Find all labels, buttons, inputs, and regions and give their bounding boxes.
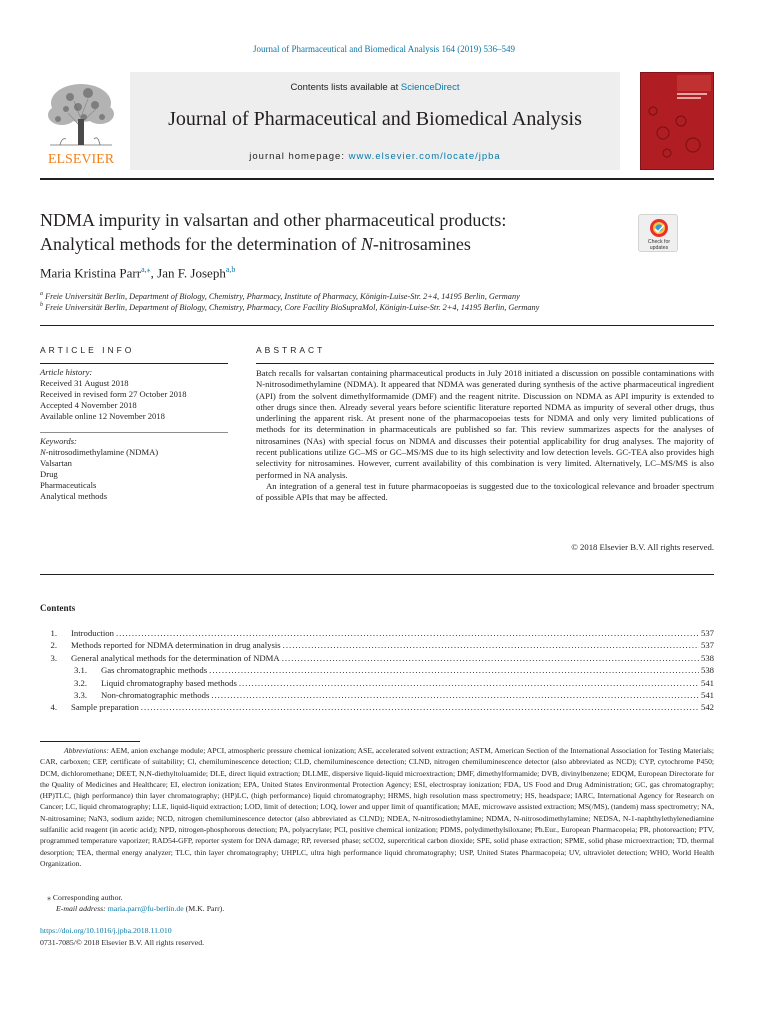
affiliation-text: Freie Universität Berlin, Department of Biology, Chemistry, Pharmacy, Core Facility BioSupraMol, Königin-Luise-Str. 2+4, 14195 Berlin, Germany <box>45 302 540 312</box>
toc-title[interactable]: Gas chromatographic methods <box>101 665 208 676</box>
keyword-item <box>40 447 240 458</box>
history-accepted: Accepted 4 November 2018 <box>40 400 137 411</box>
keyword-text: -nitrosodimethylamine (NDMA) <box>45 447 159 458</box>
journal-homepage-link[interactable]: www.elsevier.com/locate/jpba <box>348 151 501 162</box>
abstract-line: (DMF) and the reagent nitrite. Discussion on NDMA as API impurity is extended to other drugs since <box>256 390 714 412</box>
toc-leader <box>116 628 699 638</box>
svg-text:Check for: Check for <box>647 239 671 245</box>
toc-title[interactable]: Introduction <box>71 628 114 638</box>
affiliation-a <box>40 291 520 301</box>
keyword-italic: N <box>40 447 46 458</box>
toc-entry[interactable] <box>40 628 714 640</box>
footnote-rule <box>40 741 140 742</box>
keyword-item: Analytical methods <box>40 491 108 502</box>
abstract-paragraph-2: An integration of a general test in future pharmacopoeias is suggested due to the toxicological relevance and broader spectrum of possible APIs that may be affected. <box>256 480 714 503</box>
sciencedirect-link[interactable]: ScienceDirect <box>400 82 460 93</box>
toc-page-number[interactable]: 538 <box>700 665 714 676</box>
abstract-rule <box>256 363 714 364</box>
affiliation-text: Freie Universität Berlin, Department of Biology, Chemistry, Pharmacy, Institute of Pharmacy, Königin-Luise-Str. 2+4, 14195 Berlin, Germany <box>45 291 520 301</box>
author-name[interactable]: Jan F. Joseph <box>157 265 226 281</box>
email-link[interactable]: maria.parr@fu-berlin.de <box>107 904 184 913</box>
affiliation-mark: a <box>40 291 43 297</box>
corresponding-author-note <box>40 893 123 902</box>
article-history-label: Article history: <box>40 367 93 377</box>
affiliation-mark: b <box>40 302 43 308</box>
contents-divider <box>40 574 714 575</box>
toc-leader <box>209 665 699 675</box>
title-text: Analytical methods for the determination of <box>40 234 361 254</box>
abstract-line: review summarizes aspects for the analyses of nitrosamines (NAs) with special focus on NDMA and <box>256 424 714 446</box>
crossmark-icon <box>639 215 679 253</box>
toc-entry[interactable] <box>40 690 714 702</box>
copyright-notice: © 2018 Elsevier B.V. All rights reserved. <box>571 542 714 552</box>
toc-leader <box>239 678 699 688</box>
affiliation-b <box>40 302 539 312</box>
toc-page-number[interactable]: 538 <box>700 652 714 663</box>
title-text-end: -nitrosamines <box>372 234 471 254</box>
section-divider <box>40 325 714 326</box>
title-italic: N <box>360 234 373 254</box>
toc-page-number[interactable]: 541 <box>700 690 714 700</box>
journal-homepage-line <box>130 151 620 162</box>
elsevier-logo <box>40 79 122 167</box>
article-title-line-2 <box>40 232 620 256</box>
toc-leader <box>283 640 699 650</box>
history-revised: Received in revised form 27 October 2018 <box>40 389 187 400</box>
toc-number: 3.1. <box>73 665 87 676</box>
email-label: E-mail address: <box>56 904 106 913</box>
elsevier-tree-icon <box>40 79 122 167</box>
abstract-line: possible contaminations with N-nitrosodimethylamine (NDMA). It appeared that NDMA was generated <box>256 368 714 390</box>
toc-page-number[interactable]: 537 <box>700 640 714 651</box>
toc-number: 3.3. <box>73 690 87 700</box>
keyword-item: Pharmaceuticals <box>40 480 97 491</box>
abbreviations-footnote <box>40 745 714 869</box>
toc-title[interactable]: Non-chromatographic methods <box>101 690 210 700</box>
keyword-item: Drug <box>40 469 58 480</box>
history-online: Available online 12 November 2018 <box>40 411 165 422</box>
svg-text:ELSEVIER: ELSEVIER <box>47 152 115 167</box>
toc-entry[interactable] <box>40 640 714 652</box>
toc-number: 2. <box>50 640 57 651</box>
journal-citation[interactable]: Journal of Pharmaceutical and Biomedical Analysis 164 (2019) 536–549 <box>253 44 515 54</box>
abstract-line: during synthesis of the active pharmaceutical ingredient (API) from the solvent dimethylformamide <box>256 379 714 401</box>
abstract-body <box>256 368 714 504</box>
toc-title[interactable]: General analytical methods for the determination of NDMA <box>71 652 280 663</box>
contents-heading: Contents <box>40 603 76 613</box>
author-affiliation-mark[interactable]: a,b <box>225 265 236 274</box>
abstract-heading: ABSTRACT <box>256 345 326 355</box>
toc-title[interactable]: Methods reported for NDMA determination in drug analysis <box>71 640 281 651</box>
issn-copyright-line: 0731-7085/© 2018 Elsevier B.V. All rights reserved. <box>40 938 205 947</box>
abbreviations-label: Abbreviations: <box>64 746 109 755</box>
toc-leader <box>211 690 699 700</box>
article-title-line-1: NDMA impurity in valsartan and other pharmaceutical products: <box>40 210 507 230</box>
check-for-updates-button[interactable] <box>638 214 678 252</box>
abstract-line: Batch recalls for valsartan containing pharmaceutical products in July 2018 initiated a discussion on <box>256 368 610 378</box>
toc-number: 4. <box>50 702 57 713</box>
article-info-heading: ARTICLE INFO <box>40 345 135 355</box>
toc-number: 1. <box>50 628 57 638</box>
toc-title[interactable]: Liquid chromatography based methods <box>101 677 237 688</box>
corresponding-mark: ⁎ <box>47 893 51 902</box>
toc-leader <box>141 702 699 712</box>
abstract-line: is also performed in NA analysis. <box>256 458 715 480</box>
abstract-line: discusses their potential applicability for drug analyses. The majority of recent publications utilize GC–MS <box>256 435 714 458</box>
article-info-rule <box>40 363 228 364</box>
keywords-label: Keywords: <box>40 436 77 446</box>
doi-link[interactable]: https://doi.org/10.1016/j.jpba.2018.11.010 <box>40 926 172 935</box>
toc-page-number[interactable]: 542 <box>700 702 714 713</box>
journal-name: Journal of Pharmaceutical and Biomedical Analysis <box>168 108 582 130</box>
abstract-line: thus underlining the apparent risk. At present none of the pharmacopoeias tests for NDMA and only <box>256 401 714 424</box>
journal-cover-art <box>641 73 713 169</box>
toc-entry[interactable] <box>40 678 714 690</box>
author-name[interactable]: Maria Kristina Parr <box>40 265 142 281</box>
toc-entry[interactable] <box>40 653 714 665</box>
journal-cover-icon[interactable] <box>640 72 714 170</box>
author-affiliation-mark[interactable]: a,⁎ <box>141 265 151 274</box>
article-history <box>40 367 240 422</box>
toc-entry[interactable] <box>40 702 714 714</box>
toc-title[interactable]: Sample preparation <box>71 702 139 713</box>
history-received: Received 31 August 2018 <box>40 378 129 389</box>
toc-page-number[interactable]: 537 <box>700 628 714 638</box>
toc-number: 3.2. <box>73 677 87 688</box>
contents-available-text: Contents lists available at <box>290 82 401 93</box>
toc-page-number[interactable]: 541 <box>700 677 714 688</box>
corresponding-text: Corresponding author. <box>50 893 123 902</box>
toc-entry[interactable] <box>40 665 714 677</box>
abstract-line: then. Already several years before scientific literature reported NDMA as impurity of several other drugs, <box>319 401 697 412</box>
svg-text:updates: updates <box>649 245 669 251</box>
email-suffix: (M.K. Parr). <box>183 904 225 913</box>
keywords-rule <box>40 432 228 433</box>
abstract-line: very limited publications of methods for its determination in pharmaceuticals are published so far. This <box>256 413 714 435</box>
toc-leader <box>282 653 699 663</box>
article-title <box>40 208 620 256</box>
author-separator: , <box>150 265 158 281</box>
abbreviations-text: AEM, anion exchange module; APCI, atmospheric pressure chemical ionization; ASE, accelerated solvent extraction; ASTM, American Section of the International Association for Testing Materials; CAR, carboxen; CEP, certificate of suitability; Cl, chemiluminescence detection; CLD, chemiluminescence detection; CLND, nitrogen chemiluminescence detector (also abbreviated as NCD); CYP, cytochrome P450; DCM, dichloromethane; DEET, N,N-diethyltoluamide; DLE, direct liquid extraction; DLLME, dispersive liquid-liquid microextraction; DMF, dimethylformamide; DVB, divinylbenzene; EDQM, European Directorate for the Quality of Medicines and Healthcare; EI, electron ionization; EPA, United States Environmental Protection Agency; ESI, electrospray ionization; FDA, US Food and Drug Administration; GC, gas chromatography; (HP)TLC, (high performance) thin layer chromatography; (HP)LC, (high performance) liquid chromatography; HRMS, high resolution mass spectrometry; HS, headspace; IARC, International Agency for Research on Cancer; LC, liquid chromatography; LLE, liquid-liquid extraction; LOD, limit of detection; LOQ, lower and upper limit of quantification; MAE, microwave assisted extraction; MS(/MS), (tandem) mass spectrometry; NA, N-nitrosamine; NaN3, sodium azide; NCD, nitrogen chemiluminescence detector (also abbreviated as CLND); NDEA, N-nitrosodiethylamine; NDMA, N-nitrosodimethylamine; NEDSA, N-1-naphthylethylenediamine sulfanilic acid reagent (in acetic acid); NPD, nitrogen-phosphorous detection; PA, polyacrylate; PCI, positive chemical ionization; PDMS, polydimethylsiloxane; Ph.Eur., European Pharmacopeia; PR, photoreaction; PTV, programmed temperature vaporizer; RAD54-GFP, reporter system for DNA damage; RP, reversed phase; scCO2, supercritical carbon dioxide; SPE, solid phase extraction; SPME, solid phase microextraction; TD, thermal desorption; TEA, thermal energy analyzer; TLC, thin layer chromatography; UHPLC, ultra high performance liquid chromatography; USP, United States Pharmacopeia; UV, ultraviolet detection; WHO, World Health Organization. <box>40 746 714 868</box>
author-list <box>40 265 235 281</box>
toc-number: 3. <box>50 652 57 663</box>
header-divider <box>40 178 714 180</box>
keyword-item: Valsartan <box>40 458 72 469</box>
abstract-line: or GC–MS/MS due to its high selectivity and low detection levels. GC-TEA also provides high selectivity for <box>256 447 714 469</box>
keywords-block <box>40 436 240 503</box>
abstract-line: nitrosamines. However, current availability of this combination is very limited. Alternatively, LC–MS/MS <box>308 458 688 469</box>
contents-available-line <box>130 82 620 93</box>
homepage-label: journal homepage: <box>249 151 349 162</box>
email-note <box>40 904 224 913</box>
abstract-paragraph-1 <box>256 368 714 481</box>
